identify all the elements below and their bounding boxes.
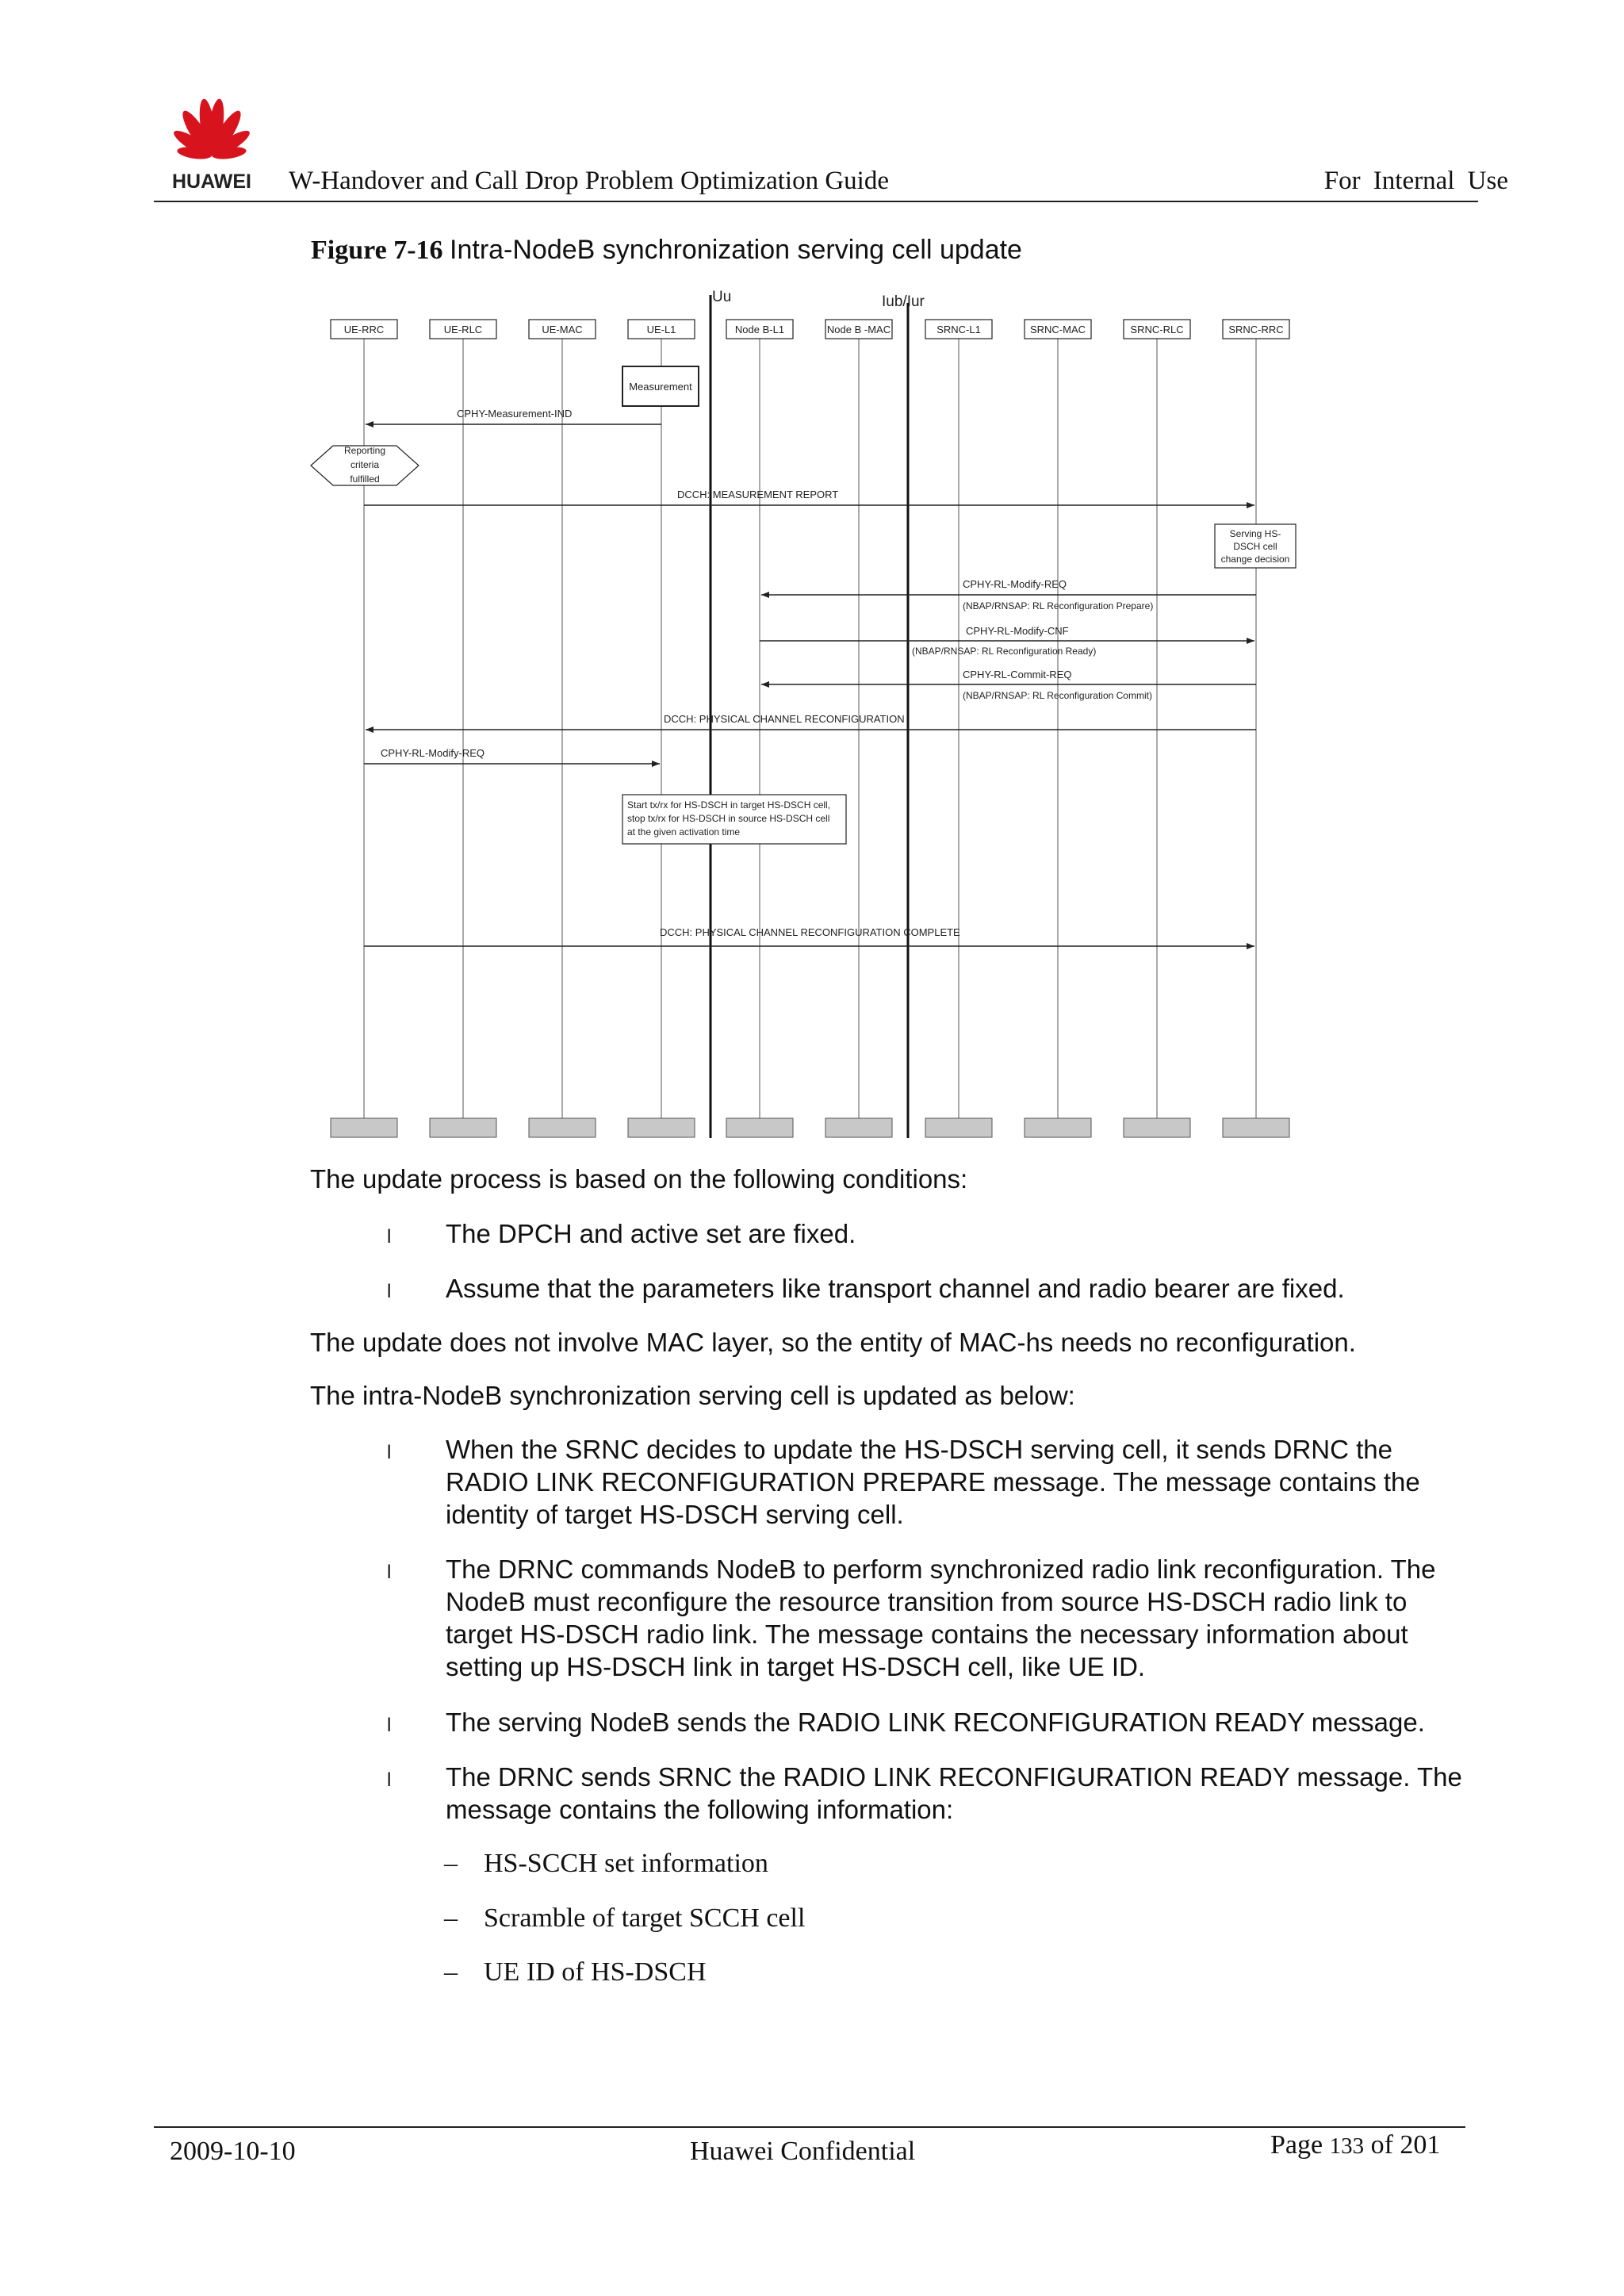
msg-rl-reconfig-ready: (NBAP/RNSAP: RL Reconfiguration Ready) [912, 646, 1097, 657]
footer-date: 2009-10-10 [170, 2137, 296, 2166]
page-number: Page 133 of 201 [1270, 2130, 1441, 2160]
brand-wordmark: HUAWEI [172, 171, 251, 193]
sequence-diagram [301, 286, 1316, 1150]
document-title: W-Handover and Call Drop Problem Optimization Guide [289, 167, 890, 195]
msg-measurement-report: DCCH: MEASUREMENT REPORT [677, 489, 839, 500]
figure-number: Figure 7-16 [311, 236, 443, 265]
dash-icon: – [444, 1903, 458, 1933]
entity-ue-rrc: UE-RRC [343, 324, 385, 335]
huawei-logo-icon [159, 82, 265, 194]
list-item: l Assume that the parameters like transport channel and radio bearer are fixed. [381, 1272, 1475, 1308]
entity-ue-l1: UE-L1 [646, 324, 676, 335]
figure-caption [311, 235, 1022, 266]
svg-text:stop tx/rx for HS-DSCH in sour: stop tx/rx for HS-DSCH in source HS-DSCH cell [627, 813, 830, 824]
entity-srnc-l1: SRNC-L1 [936, 324, 981, 335]
bullet-icon: l [387, 1226, 392, 1248]
msg-rl-reconfig-prepare: (NBAP/RNSAP: RL Reconfiguration Prepare) [963, 600, 1154, 611]
footer-divider [154, 2126, 1465, 2128]
entity-srnc-mac: SRNC-MAC [1029, 324, 1086, 335]
svg-text:criteria: criteria [350, 459, 380, 470]
list-item: l The DPCH and active set are fixed. [381, 1217, 1475, 1253]
bullet-icon: l [387, 1281, 392, 1302]
entity-ue-mac: UE-MAC [542, 324, 583, 335]
entity-nodeb-mac: Node B -MAC [826, 324, 891, 335]
list-item: l The DRNC commands NodeB to perform synchronized radio link reconfiguration. The NodeB must reconfigure the resource transition from source HS-DSCH radio link to target HS-DSCH radio link. The message contains the necessary information about setting up HS-DSCH link in target HS-DSCH cell, like UE ID. [381, 1553, 1475, 1683]
paragraph-update-steps: The intra-NodeB synchronization serving cell is updated as below: [310, 1381, 1075, 1410]
msg-reconfiguration-complete: DCCH: PHYSICAL CHANNEL RECONFIGURATION COMPLETE [660, 926, 960, 938]
bullet-icon: l [387, 1562, 392, 1583]
svg-text:at the given activation time: at the given activation time [627, 826, 741, 838]
list-item: l The serving NodeB sends the RADIO LINK RECONFIGURATION READY message. [381, 1706, 1475, 1742]
entity-ue-rlc: UE-RLC [443, 324, 483, 335]
msg-rl-modify-cnf: CPHY-RL-Modify-CNF [966, 625, 1069, 637]
svg-text:fulfilled: fulfilled [350, 473, 380, 485]
interface-label-iub: Iub/Iur [882, 293, 925, 310]
msg-measurement-ind: CPHY-Measurement-IND [457, 408, 573, 420]
dash-icon: – [444, 1849, 458, 1878]
paragraph-mac-layer: The update does not involve MAC layer, so the entity of MAC-hs needs no reconfiguration. [310, 1328, 1356, 1357]
figure-title: Intra-NodeB synchronization serving cell update [450, 235, 1022, 265]
header-divider [154, 201, 1478, 202]
bullet-icon: l [387, 1769, 392, 1791]
footer-confidential: Huawei Confidential [690, 2137, 916, 2166]
paragraph-conditions: The update process is based on the following conditions: [310, 1164, 968, 1194]
msg-physical-channel-reconfiguration: DCCH: PHYSICAL CHANNEL RECONFIGURATION [664, 713, 905, 725]
list-item: – UE ID of HS-DSCH [444, 1957, 707, 1987]
svg-text:Reporting: Reporting [343, 445, 386, 456]
entity-nodeb-l1: Node B-L1 [734, 324, 785, 335]
svg-text:Start tx/rx for HS-DSCH in tar: Start tx/rx for HS-DSCH in target HS-DSCH cell, [627, 799, 831, 811]
bullet-icon: l [387, 1442, 392, 1463]
list-item: – HS-SCCH set information [444, 1849, 768, 1878]
svg-text:change decision: change decision [1220, 554, 1290, 565]
msg-rl-modify-req: CPHY-RL-Modify-REQ [963, 578, 1067, 590]
msg-rl-commit-req: CPHY-RL-Commit-REQ [963, 669, 1072, 680]
msg-rl-reconfig-commit: (NBAP/RNSAP: RL Reconfiguration Commit) [963, 690, 1152, 701]
interface-label-uu: Uu [712, 289, 732, 305]
svg-text:DSCH cell: DSCH cell [1233, 541, 1277, 552]
dash-icon: – [444, 1957, 458, 1987]
entity-srnc-rrc: SRNC-RRC [1228, 324, 1284, 335]
measurement-box: Measurement [629, 381, 692, 393]
svg-text:Serving HS-: Serving HS- [1229, 528, 1281, 539]
msg-ue-rl-modify-req: CPHY-RL-Modify-REQ [381, 747, 485, 759]
list-item: l When the SRNC decides to update the HS-DSCH serving cell, it sends DRNC the RADIO LINK RECONFIGURATION PREPARE message. The message contains the identity of target HS-DSCH serving cell. [381, 1433, 1475, 1531]
list-item: l The DRNC sends SRNC the RADIO LINK RECONFIGURATION READY message. The message contains the following information: [381, 1761, 1475, 1826]
entity-srnc-rlc: SRNC-RLC [1130, 324, 1184, 335]
list-item: – Scramble of target SCCH cell [444, 1903, 806, 1933]
classification-label: For Internal Use [1323, 167, 1508, 195]
bullet-icon: l [387, 1715, 392, 1736]
